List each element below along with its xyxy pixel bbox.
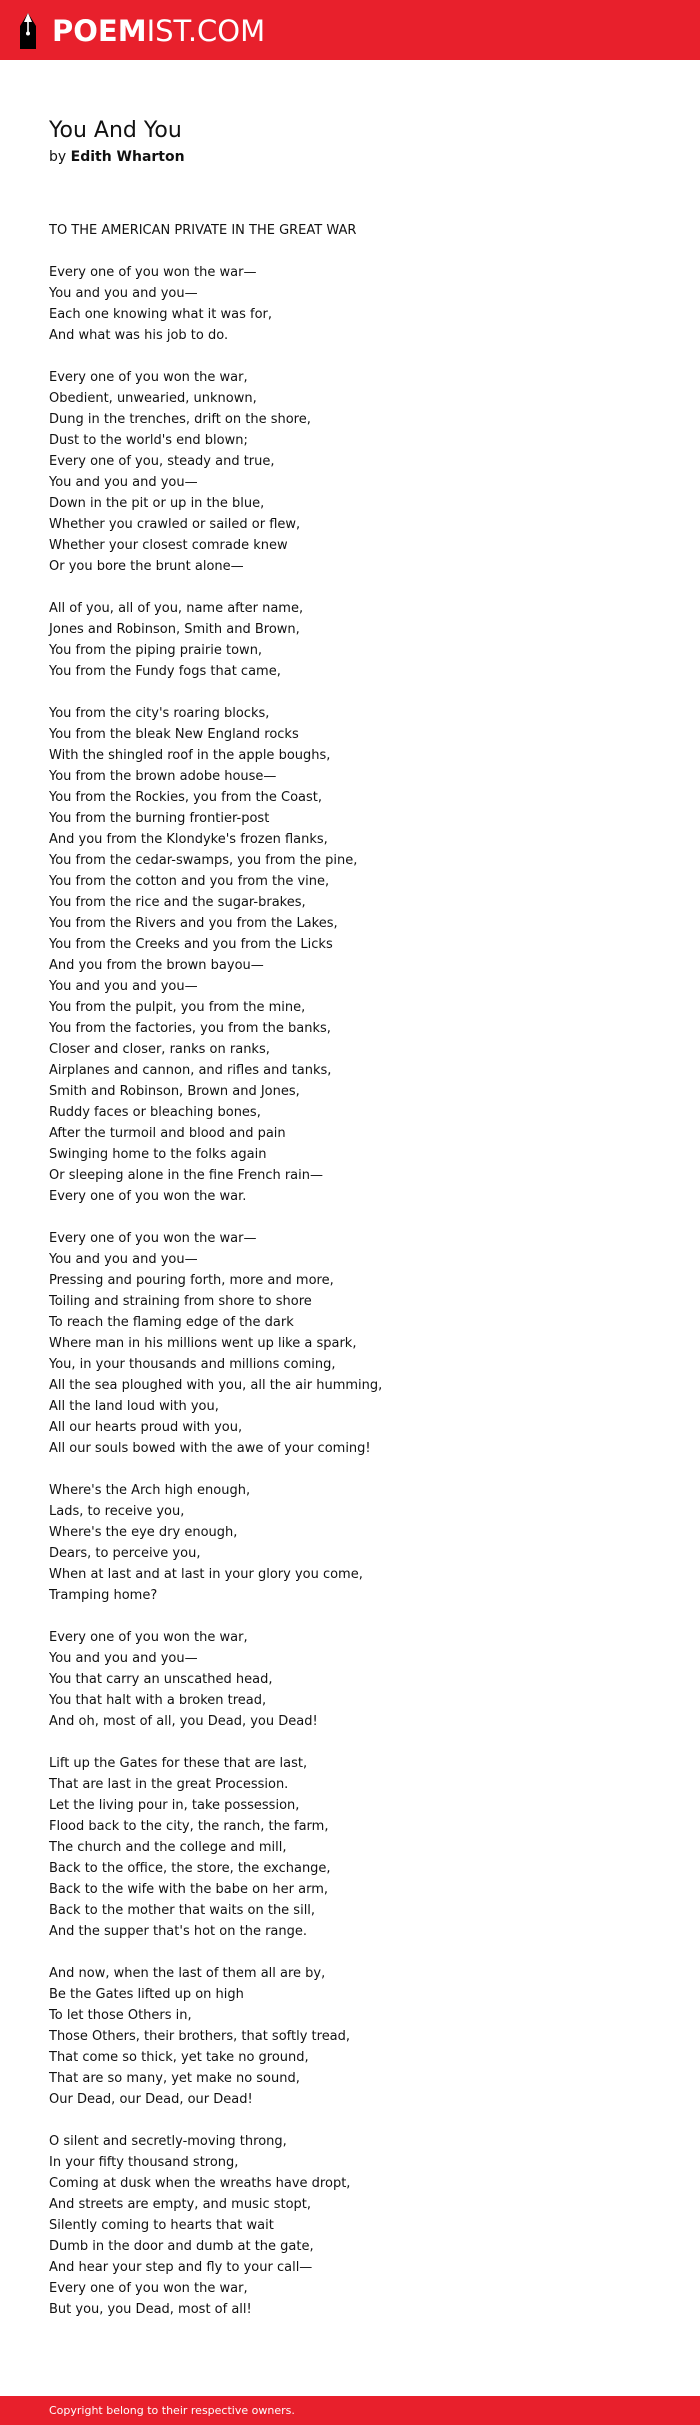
- poem-line: All of you, all of you, name after name,: [49, 601, 304, 616]
- poem-stanza: [49, 1228, 669, 1459]
- site-logo-text: [52, 12, 265, 50]
- poem-line: Back to the office, the store, the exchange,: [49, 1861, 331, 1876]
- site-logo[interactable]: [16, 12, 265, 50]
- poem-line: Obedient, unwearied, unknown,: [49, 391, 257, 406]
- poem-line: And you from the brown bayou—: [49, 958, 264, 973]
- poem-stanza: [49, 367, 669, 577]
- pen-nib-icon: [16, 12, 40, 50]
- poem-line: Whether you crawled or sailed or flew,: [49, 517, 301, 532]
- site-logo-light: IST.COM: [146, 14, 266, 48]
- poem-line: You and you and you—: [49, 979, 198, 994]
- poem-line: Smith and Robinson, Brown and Jones,: [49, 1084, 300, 1099]
- poem-line: The church and the college and mill,: [49, 1840, 287, 1855]
- poem-line: Every one of you won the war,: [49, 370, 248, 385]
- poem-line: And the supper that's hot on the range.: [49, 1924, 308, 1939]
- poem-line: Dumb in the door and dumb at the gate,: [49, 2239, 314, 2254]
- poem-line: In your fifty thousand strong,: [49, 2155, 239, 2170]
- poem-line: You from the city's roaring blocks,: [49, 706, 270, 721]
- poem-line: Tramping home?: [49, 1588, 158, 1603]
- poem-line: Where's the Arch high enough,: [49, 1483, 251, 1498]
- poem-line: Silently coming to hearts that wait: [49, 2218, 274, 2233]
- poem-line: Back to the mother that waits on the sill,: [49, 1903, 316, 1918]
- poem-line: You from the brown adobe house—: [49, 769, 277, 784]
- poem-line: You and you and you—: [49, 1252, 198, 1267]
- poem-line: And oh, most of all, you Dead, you Dead!: [49, 1714, 318, 1729]
- poem-line: Our Dead, our Dead, our Dead!: [49, 2092, 253, 2107]
- poem-line: You from the burning frontier-post: [49, 811, 270, 826]
- poem-stanza: [49, 598, 669, 682]
- poem-line: You, in your thousands and millions coming,: [49, 1357, 336, 1372]
- poem-line: Closer and closer, ranks on ranks,: [49, 1042, 270, 1057]
- poem-line: Down in the pit or up in the blue,: [49, 496, 265, 511]
- copyright-notice: Copyright belong to their respective owners.: [49, 2404, 295, 2417]
- poem-stanza: [49, 1753, 669, 1942]
- poem-line: Jones and Robinson, Smith and Brown,: [49, 622, 300, 637]
- poem-line: All the sea ploughed with you, all the air humming,: [49, 1378, 383, 1393]
- poem-line: You from the bleak New England rocks: [49, 727, 299, 742]
- poem-line: Dears, to perceive you,: [49, 1546, 201, 1561]
- byline: [49, 147, 185, 167]
- poem-line: To let those Others in,: [49, 2008, 192, 2023]
- poem-line: Whether your closest comrade knew: [49, 538, 288, 553]
- poem-line: That are so many, yet make no sound,: [49, 2071, 300, 2086]
- poem-line: Every one of you won the war—: [49, 1231, 257, 1246]
- poem-line: All our souls bowed with the awe of your coming!: [49, 1441, 371, 1456]
- poem-line: Every one of you won the war—: [49, 265, 257, 280]
- poem-line: Each one knowing what it was for,: [49, 307, 273, 322]
- poem-line: That come so thick, yet take no ground,: [49, 2050, 309, 2065]
- poem-line: Swinging home to the folks again: [49, 1147, 267, 1162]
- poem-line: And you from the Klondyke's frozen flanks,: [49, 832, 328, 847]
- poem-line: You from the Rockies, you from the Coast,: [49, 790, 322, 805]
- poem-line: O silent and secretly-moving throng,: [49, 2134, 287, 2149]
- poem-line: Every one of you won the war,: [49, 1630, 248, 1645]
- poem-line: You from the Rivers and you from the Lakes,: [49, 916, 338, 931]
- poem-line: You from the rice and the sugar-brakes,: [49, 895, 306, 910]
- poem-line: Where man in his millions went up like a spark,: [49, 1336, 357, 1351]
- site-footer: [0, 2396, 700, 2425]
- poem-line: You from the pulpit, you from the mine,: [49, 1000, 306, 1015]
- poem-line: Where's the eye dry enough,: [49, 1525, 238, 1540]
- poem-body: [49, 220, 669, 2320]
- poem-dedication: TO THE AMERICAN PRIVATE IN THE GREAT WAR: [49, 223, 357, 238]
- poem-line: That are last in the great Procession.: [49, 1777, 289, 1792]
- poem-line: You from the cedar-swamps, you from the pine,: [49, 853, 358, 868]
- stanza-list: [49, 262, 669, 2320]
- poem-line: After the turmoil and blood and pain: [49, 1126, 286, 1141]
- poem-line: You from the factories, you from the banks,: [49, 1021, 331, 1036]
- poem-line: Lift up the Gates for these that are last,: [49, 1756, 308, 1771]
- poem-line: Flood back to the city, the ranch, the farm,: [49, 1819, 329, 1834]
- poem-line: And what was his job to do.: [49, 328, 229, 343]
- poem-stanza: [49, 703, 669, 1207]
- poem-line: Every one of you won the war.: [49, 1189, 247, 1204]
- poem-line: You from the Creeks and you from the Licks: [49, 937, 333, 952]
- poem-stanza: [49, 1963, 669, 2110]
- poem-line: You from the piping prairie town,: [49, 643, 263, 658]
- poem-stanza: [49, 1480, 669, 1606]
- poem-line: And now, when the last of them all are by,: [49, 1966, 326, 1981]
- poem-line: You and you and you—: [49, 1651, 198, 1666]
- author-name: Edith Wharton: [70, 149, 185, 165]
- poem-stanza: [49, 1627, 669, 1732]
- poem-line: All our hearts proud with you,: [49, 1420, 243, 1435]
- poem-line: Back to the wife with the babe on her arm,: [49, 1882, 328, 1897]
- poem-line: Airplanes and cannon, and rifles and tanks,: [49, 1063, 332, 1078]
- poem-line: Dung in the trenches, drift on the shore,: [49, 412, 311, 427]
- poem-line: Or sleeping alone in the fine French rain—: [49, 1168, 323, 1183]
- poem-line: Or you bore the brunt alone—: [49, 559, 244, 574]
- poem-line: With the shingled roof in the apple boughs,: [49, 748, 331, 763]
- site-logo-bold: POEM: [52, 14, 147, 48]
- poem-line: Ruddy faces or bleaching bones,: [49, 1105, 261, 1120]
- poem-line: Every one of you won the war,: [49, 2281, 248, 2296]
- poem-line: You from the cotton and you from the vine,: [49, 874, 330, 889]
- poem-line: You and you and you—: [49, 475, 198, 490]
- poem-line: And streets are empty, and music stopt,: [49, 2197, 312, 2212]
- poem-line: All the land loud with you,: [49, 1399, 219, 1414]
- poem-line: To reach the flaming edge of the dark: [49, 1315, 294, 1330]
- poem-stanza: [49, 2131, 669, 2320]
- by-label: by: [49, 149, 67, 165]
- poem-line: When at last and at last in your glory you come,: [49, 1567, 363, 1582]
- poem-line: Lads, to receive you,: [49, 1504, 185, 1519]
- poem-line: Pressing and pouring forth, more and more,: [49, 1273, 334, 1288]
- poem-line: You and you and you—: [49, 286, 198, 301]
- poem-line: Those Others, their brothers, that softly tread,: [49, 2029, 351, 2044]
- poem-line: Be the Gates lifted up on high: [49, 1987, 244, 2002]
- poem-line: You that carry an unscathed head,: [49, 1672, 273, 1687]
- poem-title-block: [49, 116, 185, 167]
- poem-stanza: [49, 262, 669, 346]
- site-header: [0, 0, 700, 60]
- poem-line: You that halt with a broken tread,: [49, 1693, 267, 1708]
- poem-line: You from the Fundy fogs that came,: [49, 664, 281, 679]
- poem-line: Every one of you, steady and true,: [49, 454, 275, 469]
- poem-line: Let the living pour in, take possession,: [49, 1798, 300, 1813]
- poem-line: Dust to the world's end blown;: [49, 433, 248, 448]
- poem-line: Toiling and straining from shore to shore: [49, 1294, 312, 1309]
- poem-line: But you, you Dead, most of all!: [49, 2302, 252, 2317]
- poem-line: Coming at dusk when the wreaths have dropt,: [49, 2176, 351, 2191]
- poem-line: And hear your step and fly to your call—: [49, 2260, 313, 2275]
- poem-title: You And You: [49, 118, 182, 143]
